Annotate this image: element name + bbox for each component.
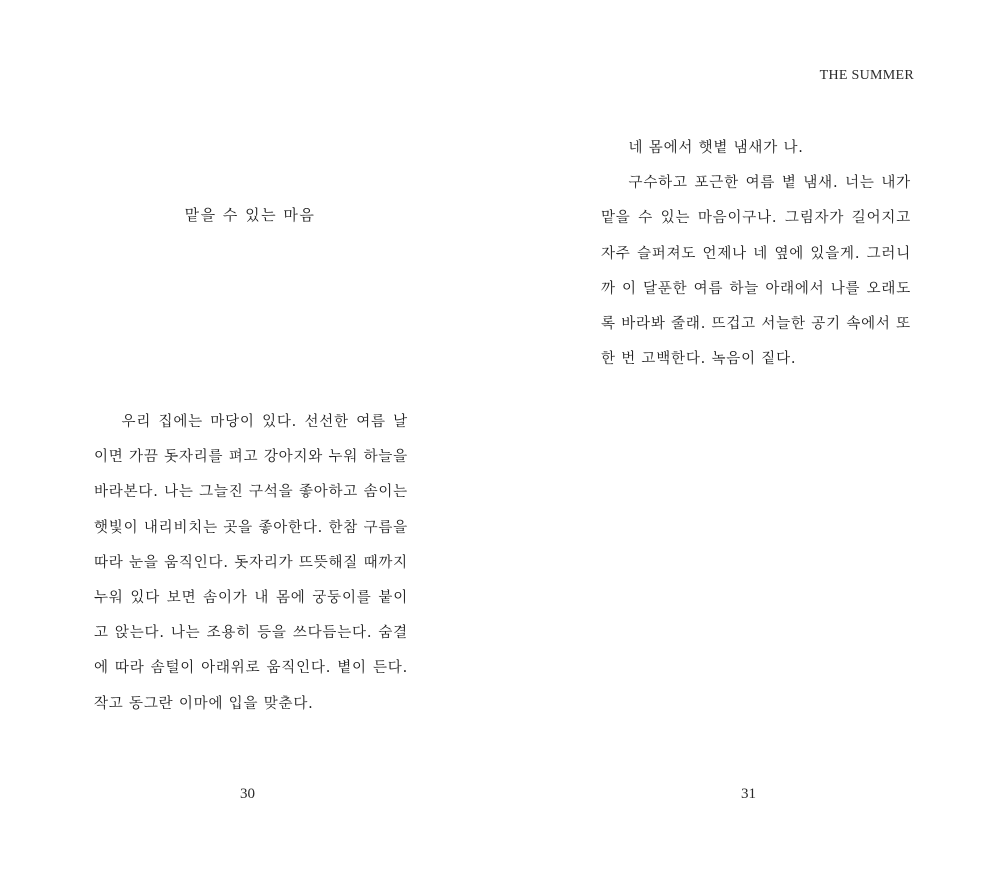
running-head: THE SUMMER xyxy=(819,68,914,83)
right-body-text xyxy=(601,131,911,377)
paragraph: 네 몸에서 햇볕 냄새가 나. xyxy=(628,140,804,156)
paragraph: 구수하고 포근한 여름 볕 냄새. 너는 내가 맡을 수 있는 마음이구나. 그림자가 길어지고 자주 슬퍼져도 언제나 네 옆에 있을게. 그러니까 이 달푼한 여름 하늘 아래에서 나를 오래도록 바라봐 줄래. 뜨겁고 서늘한 공기 속에서 또 한 번 고백한다. 녹음이 짙다. xyxy=(601,175,911,368)
right-page xyxy=(500,0,1000,873)
left-body-text xyxy=(94,405,408,722)
page-number-right: 31 xyxy=(741,786,756,802)
chapter-title: 맡을 수 있는 마음 xyxy=(184,206,316,224)
paragraph: 우리 집에는 마당이 있다. 선선한 여름 날이면 가끔 돗자리를 펴고 강아지와 누워 하늘을 바라본다. 나는 그늘진 구석을 좋아하고 솜이는 햇빛이 내리비치는 곳을 좋아한다. 한참 구름을 따라 눈을 움직인다. 돗자리가 뜨뜻해질 때까지 누워 있다 보면 솜이가 내 몸에 궁둥이를 붙이고 앉는다. 나는 조용히 등을 쓰다듬는다. 숨결에 따라 솜털이 아래위로 움직인다. 볕이 든다. 작고 동그란 이마에 입을 맞춘다. xyxy=(94,414,408,712)
page-number-left: 30 xyxy=(240,786,255,802)
